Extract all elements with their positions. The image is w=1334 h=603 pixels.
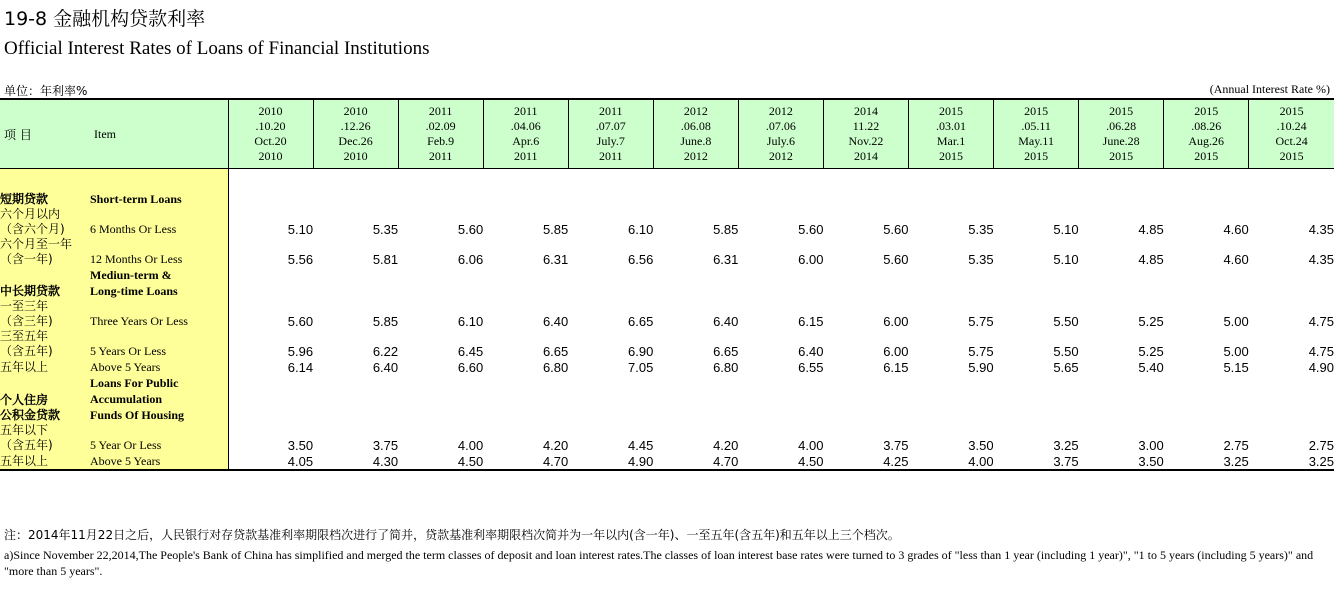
rate-cell: 3.50	[1079, 453, 1164, 470]
rate-cell: 6.40	[372, 360, 399, 375]
row-label-en: 12 Months Or Less	[90, 237, 228, 267]
row-label-cn: 五年以上	[0, 359, 90, 375]
rate-cell	[994, 375, 1079, 423]
header-date-1: 2010 .12.26 Dec.26 2010	[313, 99, 398, 169]
rate-cell: 6.00	[883, 314, 909, 329]
rate-cell	[1079, 375, 1164, 423]
rate-cell: 3.50	[968, 438, 994, 453]
rate-cell: 6.65	[628, 314, 654, 329]
row-label-en: Above 5 Years	[90, 359, 228, 375]
rate-cell: 5.10	[287, 222, 314, 237]
rate-cell: 6.10	[628, 222, 654, 237]
rate-cell: 4.70	[653, 453, 738, 470]
table-row	[0, 207, 1334, 237]
table-row	[0, 423, 1334, 453]
rate-cell	[228, 267, 313, 299]
rate-cell	[228, 191, 313, 207]
header-item-en: Item	[90, 99, 228, 169]
rate-cell	[1164, 267, 1249, 299]
rate-cell: 7.05	[628, 360, 654, 375]
row-label-cn: 中长期贷款	[0, 267, 90, 299]
rate-cell: 5.40	[1138, 360, 1164, 375]
rate-cell: 6.31	[713, 252, 739, 267]
rate-cell: 5.60	[287, 314, 314, 329]
rate-cell: 5.60	[798, 222, 824, 237]
rate-cell	[483, 267, 568, 299]
rate-cell: 6.40	[713, 314, 739, 329]
header-date-12: 2015 .10.24 Oct.24 2015	[1249, 99, 1334, 169]
rate-cell	[1249, 267, 1334, 299]
rate-cell: 5.56	[287, 252, 314, 267]
rate-cell: 5.00	[1223, 344, 1249, 359]
rate-cell: 3.00	[1138, 438, 1164, 453]
rate-cell	[994, 191, 1079, 207]
rate-cell: 6.55	[798, 360, 824, 375]
rate-cell: 6.65	[713, 344, 739, 359]
table-row	[0, 267, 1334, 299]
row-label-cn: 六个月至一年 （含一年)	[0, 237, 90, 267]
rate-cell: 6.31	[542, 252, 569, 267]
rate-cell: 6.15	[883, 360, 909, 375]
rate-cell	[909, 267, 994, 299]
row-label-cn: 六个月以内 （含六个月)	[0, 207, 90, 237]
row-label-cn: 个人住房 公积金贷款	[0, 375, 90, 423]
row-label-cn: 五年以上	[0, 453, 90, 470]
rate-cell: 2.75	[1308, 438, 1334, 453]
footnote-cn: 注：2014年11月22日之后，人民银行对存贷款基准利率期限档次进行了简并，贷款基准利率期限档次简并为一年以内(含一年)、一至五年(含五年)和五年以上三个档次。	[4, 528, 900, 542]
page-title-cn: 19-8 金融机构贷款利率	[4, 8, 206, 30]
rate-cell: 5.35	[372, 222, 399, 237]
rate-cell	[398, 375, 483, 423]
header-date-3: 2011 .04.06 Apr.6 2011	[483, 99, 568, 169]
rate-cell: 3.25	[1249, 453, 1334, 470]
rate-cell: 5.50	[1053, 344, 1079, 359]
rate-cell: 5.90	[968, 360, 994, 375]
header-date-2: 2011 .02.09 Feb.9 2011	[398, 99, 483, 169]
interest-rate-table	[0, 98, 1334, 471]
rate-cell: 6.80	[542, 360, 569, 375]
rate-cell: 5.96	[287, 344, 314, 359]
footnote-en: a)Since November 22,2014,The People's Bank of China has simplified and merged the term classes of deposit and loan interest rates.The classes of loan interest base rates were turned to 3 grades of "less than 1 year (including 1 year)", "1 to 5 years (including 5 years)" and "more than 5 years".	[4, 548, 1314, 578]
rate-cell	[568, 191, 653, 207]
row-label-en: 5 Year Or Less	[90, 423, 228, 453]
page-title-en: Official Interest Rates of Loans of Financial Institutions	[4, 38, 430, 59]
rate-cell: 4.00	[798, 438, 824, 453]
rate-cell	[568, 375, 653, 423]
rate-cell	[1249, 191, 1334, 207]
header-date-6: 2012 .07.06 July.6 2012	[738, 99, 823, 169]
rate-cell	[228, 375, 313, 423]
rate-cell: 6.15	[798, 314, 824, 329]
rate-cell: 6.14	[287, 360, 314, 375]
rate-cell: 6.40	[542, 314, 569, 329]
rate-cell	[483, 375, 568, 423]
rate-cell	[1164, 375, 1249, 423]
rate-cell: 5.85	[542, 222, 569, 237]
rate-cell: 4.75	[1308, 344, 1334, 359]
rate-cell: 6.22	[372, 344, 399, 359]
row-label-cn: 三至五年 （含五年)	[0, 329, 90, 359]
rate-cell	[398, 191, 483, 207]
rate-cell: 6.60	[457, 360, 484, 375]
rate-cell: 5.60	[883, 222, 909, 237]
rate-cell	[823, 191, 908, 207]
rate-cell: 4.30	[313, 453, 398, 470]
rate-cell: 4.60	[1223, 252, 1249, 267]
rate-cell	[823, 375, 908, 423]
header-date-10: 2015 .06.28 June.28 2015	[1079, 99, 1164, 169]
rate-cell: 3.75	[372, 438, 399, 453]
rate-cell: 5.85	[372, 314, 399, 329]
table-row	[0, 375, 1334, 423]
rate-cell	[653, 267, 738, 299]
unit-label-en: (Annual Interest Rate %)	[1209, 82, 1330, 96]
rate-cell: 5.75	[968, 314, 994, 329]
rate-cell	[313, 375, 398, 423]
rate-cell: 4.35	[1308, 222, 1334, 237]
rate-cell	[653, 375, 738, 423]
row-label-en: 6 Months Or Less	[90, 207, 228, 237]
rate-cell	[738, 375, 823, 423]
rate-cell: 4.45	[628, 438, 654, 453]
header-date-5: 2012 .06.08 June.8 2012	[653, 99, 738, 169]
rate-cell	[313, 267, 398, 299]
header-date-0: 2010 .10.20 Oct.20 2010	[228, 99, 313, 169]
rate-cell: 4.00	[909, 453, 994, 470]
rate-cell: 4.25	[823, 453, 908, 470]
rate-cell: 4.70	[483, 453, 568, 470]
rate-cell: 5.10	[1053, 252, 1079, 267]
rate-cell: 4.20	[713, 438, 739, 453]
rate-cell: 6.06	[457, 252, 484, 267]
rate-cell: 4.90	[1308, 360, 1334, 375]
rate-cell	[1079, 191, 1164, 207]
rate-cell: 5.50	[1053, 314, 1079, 329]
rate-cell	[1249, 375, 1334, 423]
rate-cell	[909, 191, 994, 207]
header-date-4: 2011 .07.07 July.7 2011	[568, 99, 653, 169]
spacer-row	[0, 169, 1334, 192]
table-row	[0, 359, 1334, 375]
table-row	[0, 299, 1334, 329]
rate-cell: 5.10	[1053, 222, 1079, 237]
rate-cell: 6.90	[628, 344, 654, 359]
unit-label-cn: 单位：年利率%	[4, 84, 88, 98]
rate-cell: 6.80	[713, 360, 739, 375]
rate-cell: 5.25	[1138, 344, 1164, 359]
rate-cell: 5.15	[1223, 360, 1249, 375]
row-label-cn: 一至三年 （含三年)	[0, 299, 90, 329]
rate-cell: 4.90	[568, 453, 653, 470]
rate-cell	[653, 191, 738, 207]
header-item-cn: 项 目	[0, 99, 90, 169]
rate-cell: 5.75	[968, 344, 994, 359]
rate-cell: 6.45	[457, 344, 484, 359]
rate-cell: 4.85	[1138, 252, 1164, 267]
table-header-row	[0, 99, 1334, 169]
table-row	[0, 453, 1334, 470]
rate-cell: 3.25	[1053, 438, 1079, 453]
table-row	[0, 191, 1334, 207]
rate-cell: 4.35	[1308, 252, 1334, 267]
rate-cell	[313, 191, 398, 207]
rate-cell	[1164, 191, 1249, 207]
rate-cell: 6.10	[457, 314, 484, 329]
rate-cell: 4.50	[738, 453, 823, 470]
rate-cell: 5.65	[1053, 360, 1079, 375]
rate-cell: 5.35	[968, 252, 994, 267]
table-row	[0, 237, 1334, 267]
rate-cell: 5.25	[1138, 314, 1164, 329]
rate-cell: 5.00	[1223, 314, 1249, 329]
rate-cell: 3.75	[883, 438, 909, 453]
rate-cell: 4.05	[228, 453, 313, 470]
rate-cell: 4.85	[1138, 222, 1164, 237]
rate-cell: 3.75	[994, 453, 1079, 470]
rate-cell: 6.40	[798, 344, 824, 359]
row-label-en: Three Years Or Less	[90, 299, 228, 329]
rate-cell: 5.60	[457, 222, 484, 237]
rate-cell: 6.00	[883, 344, 909, 359]
rate-cell: 4.00	[457, 438, 484, 453]
row-label-cn: 短期贷款	[0, 191, 90, 207]
header-date-8: 2015 .03.01 Mar.1 2015	[909, 99, 994, 169]
rate-cell: 6.65	[542, 344, 569, 359]
row-label-en: Short-term Loans	[90, 191, 228, 207]
row-label-en: 5 Years Or Less	[90, 329, 228, 359]
row-label-en: Above 5 Years	[90, 453, 228, 470]
rate-cell: 5.85	[713, 222, 739, 237]
rate-cell	[738, 191, 823, 207]
table-row	[0, 329, 1334, 359]
rate-cell: 5.60	[883, 252, 909, 267]
rate-cell: 2.75	[1223, 438, 1249, 453]
rate-cell	[823, 267, 908, 299]
rate-cell: 4.50	[398, 453, 483, 470]
rate-cell: 4.20	[542, 438, 569, 453]
rate-cell	[738, 267, 823, 299]
rate-cell	[483, 191, 568, 207]
header-date-7: 2014 11.22 Nov.22 2014	[823, 99, 908, 169]
row-label-en: Loans For Public Accumulation Funds Of Housing	[90, 375, 228, 423]
header-date-9: 2015 .05.11 May.11 2015	[994, 99, 1079, 169]
rate-cell	[398, 267, 483, 299]
rate-cell: 5.81	[372, 252, 399, 267]
rate-cell	[909, 375, 994, 423]
header-date-11: 2015 .08.26 Aug.26 2015	[1164, 99, 1249, 169]
rate-cell: 3.50	[287, 438, 314, 453]
row-label-cn: 五年以下 （含五年)	[0, 423, 90, 453]
rate-cell: 6.56	[628, 252, 654, 267]
rate-cell	[1079, 267, 1164, 299]
table-body	[0, 169, 1334, 471]
row-label-en: Mediun-term & Long-time Loans	[90, 267, 228, 299]
rate-cell: 5.35	[968, 222, 994, 237]
rate-cell: 4.75	[1308, 314, 1334, 329]
rate-cell: 4.60	[1223, 222, 1249, 237]
rate-cell	[994, 267, 1079, 299]
rate-cell	[568, 267, 653, 299]
rate-cell: 6.00	[798, 252, 824, 267]
rate-cell: 3.25	[1164, 453, 1249, 470]
